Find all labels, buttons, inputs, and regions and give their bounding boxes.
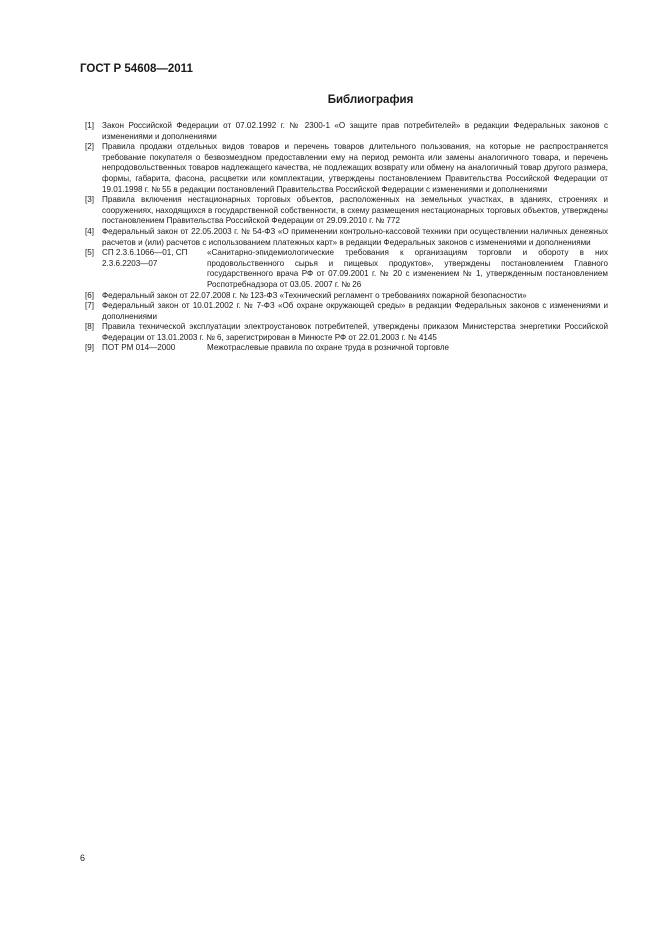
entry-number: [2] — [85, 142, 94, 152]
entry-text: Межотраслевые правила по охране труда в розничной торговле — [207, 343, 450, 353]
entry-number: [8] — [85, 322, 94, 332]
entry-code: ПОТ РМ 014—2000 — [102, 343, 176, 353]
bibliography-entry — [85, 322, 608, 343]
bibliography-entry — [85, 227, 608, 248]
entry-text: Правила технической эксплуатации электроустановок потребителей, утверждены приказом Министерства энергетики Российской Федерации от 13.01.2003 г. № 6, зарегистрирован в Минюсте РФ от 22.01.2003 г. № 4145 — [102, 322, 608, 342]
entry-number: [4] — [85, 226, 94, 236]
entry-text: Закон Российской Федерации от 07.02.1992 г. № 2300-1 «О защите прав потребителей» в редакции Федеральных законов с изменениями и дополнениями — [102, 121, 608, 141]
bibliography-entry — [85, 248, 608, 290]
entry-text: Правила включения нестационарных торговых объектов, расположенных на земельных участках, в зданиях, строениях и сооружениях, находящихся в государственной собственности, в схему размещения нестационарных торговых объектов, утверждены постановлением Правительства Российской Федерации от 29.09.2010 г. № 772 — [102, 195, 608, 226]
entry-code: СП 2.3.6.1066—01, СП 2.3.6.2203—07 — [102, 248, 188, 268]
bibliography-entry — [85, 291, 608, 302]
bibliography-entry — [85, 195, 608, 227]
entry-number: [1] — [85, 121, 94, 130]
entry-text: «Санитарно-эпидемиологические требования к организациям торговли и обороту в них продовольственного сырья и пищевых продуктов», утверждены постановлением Главного государственного врача РФ от 07.09.2001 г. № 20 с изменением № 1, утвержденным постановлением Роспотребнадзора от 03.05. 2007 г. № 26 — [207, 248, 608, 289]
entry-number: [3] — [85, 195, 94, 205]
entry-text: Федеральный закон от 22.05.2003 г. № 54-ФЗ «О применении контрольно-кассовой техники при осуществлении наличных денежных расчетов и (или) расчетов с использованием платежных карт» в редакции Федеральных законов с изменениями и дополнениями — [102, 226, 608, 247]
entry-number: [5] — [85, 248, 94, 258]
bibliography-list — [85, 121, 608, 354]
bibliography-entry — [85, 121, 608, 142]
document-code: ГОСТ Р 54608—2011 — [80, 63, 193, 75]
entry-number: [7] — [85, 301, 94, 311]
entry-text: Федеральный закон от 22.07.2008 г. № 123-ФЗ «Технический регламент о требованиях пожарной безопасности» — [102, 290, 527, 300]
entry-text: Федеральный закон от 10.01.2002 г. № 7-ФЗ «Об охране окружающей среды» в редакции Федеральных законов с изменениями и дополнениями — [102, 301, 608, 321]
entry-number: [9] — [85, 343, 94, 353]
bibliography-entry — [85, 142, 608, 195]
bibliography-title: Библиография — [327, 94, 414, 106]
entry-number: [6] — [85, 290, 94, 300]
page-number: 6 — [80, 853, 86, 863]
entry-text: Правила продажи отдельных видов товаров и перечень товаров длительного пользования, на которые не распространяется требование покупателя о безвозмездном предоставлении ему на период ремонта или замены аналогичного товара, и перечень непродовольственных товаров надлежащего качества, не подлежащих возврату или обмену на аналогичный товар другого размера, формы, габарита, фасона, расцветки или комплектации, утверждены постановлением Правительства Российской Федерации от 19.01.1998 г. № 55 в редакции постановлений Правительства Российской Федерации с изменениями и дополнениями — [102, 142, 608, 194]
bibliography-entry — [85, 343, 608, 354]
bibliography-entry — [85, 301, 608, 322]
